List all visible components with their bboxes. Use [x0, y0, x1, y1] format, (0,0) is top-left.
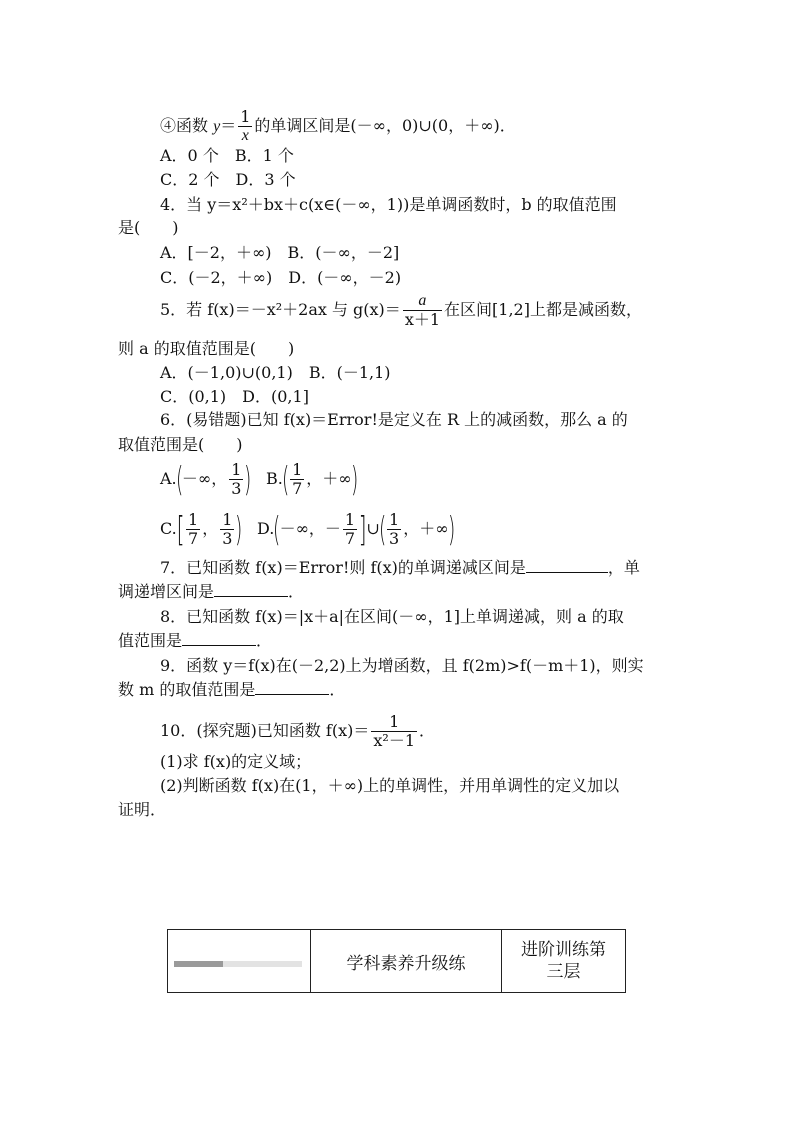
optC-label: C. — [160, 519, 177, 538]
optB-label: B. — [265, 469, 283, 488]
q4-options-ab: A．[－2，＋∞) B．(－∞，－2] — [160, 243, 400, 262]
q7-line1 — [160, 558, 640, 578]
q8-line2 — [118, 631, 272, 651]
frac-den: x＋1 — [404, 310, 441, 329]
q4-line2: 是( ) — [118, 218, 179, 237]
left-bracket: [ — [176, 509, 185, 550]
section-banner-table — [167, 929, 626, 993]
item4-suffix: 的单调区间是(－∞，0)∪(0，＋∞)． — [254, 116, 516, 135]
right-paren: ) — [447, 509, 455, 550]
optC-fraction-1 — [186, 511, 200, 548]
optC-fraction-2 — [220, 511, 234, 548]
frac-num: 1 — [188, 510, 199, 529]
progress-fill — [174, 961, 223, 967]
right-paren: ) — [244, 459, 252, 500]
answer-blank[interactable] — [214, 582, 288, 597]
q5-suffix: 在区间[1,2]上都是减函数， — [444, 300, 642, 319]
q3-item4 — [160, 108, 516, 145]
frac-den: 3 — [222, 529, 233, 548]
answer-blank[interactable] — [182, 631, 256, 646]
q3-options-ab: A．0 个 B．1 个 — [160, 146, 294, 165]
optD-label: D. — [256, 519, 275, 538]
q6-options-cd: C.[ $\frac{1}{7}$ ， $\frac{1}{3}$ ) D.(－∞，－ $\frac{1}{7}$ ]∪( $\frac{1}{3}$ ，＋∞) — [160, 509, 455, 550]
q5-fraction — [403, 292, 442, 329]
frac-den: 3 — [231, 479, 242, 498]
q10-part2-line2: 证明． — [118, 800, 167, 819]
q5-options-ab: A．(－1,0)∪(0,1) B．(－1,1) — [160, 363, 391, 382]
left-paren: ( — [378, 509, 387, 550]
left-paren: ( — [281, 459, 290, 500]
q5-line2: 则 a 的取值范围是( ) — [118, 339, 295, 358]
optA-label: A. — [160, 469, 177, 488]
q10-line1 — [160, 713, 435, 750]
optD-left: －∞，－ — [279, 519, 341, 538]
left-paren: ( — [273, 509, 281, 550]
frac-num: 1 — [231, 460, 242, 479]
progress-bar — [174, 961, 302, 967]
q10-suffix: ． — [419, 721, 436, 740]
q6-line1: 6．(易错题)已知 f(x)＝Error!是定义在 R 上的减函数，那么 a 的 — [160, 410, 628, 429]
optD-right: ，＋∞ — [403, 519, 449, 538]
optD-fraction-1 — [343, 511, 357, 548]
frac-num: 1 — [240, 107, 251, 126]
frac-den: x — [241, 127, 249, 144]
optA-fraction — [229, 461, 243, 498]
q9-text-a: 数 m 的取值范围是 — [118, 680, 256, 699]
q10-prefix: 10．(探究题)已知函数 f(x)＝ — [160, 721, 370, 740]
item4-prefix: ④函数 — [160, 116, 214, 135]
q3-options-cd: C．2 个 D．3 个 — [160, 170, 296, 189]
banner-right-line1: 进阶训练第 — [521, 940, 607, 960]
q8-text-b: ． — [256, 631, 273, 650]
frac-num: 1 — [222, 510, 233, 529]
frac-num: 1 — [389, 510, 400, 529]
q9-text-b: ． — [329, 680, 346, 699]
frac-num: 1 — [292, 460, 303, 479]
banner-center-cell: 学科素养升级练 — [310, 930, 501, 993]
q4-options-cd: C．(－2，＋∞) D．(－∞，－2) — [160, 268, 402, 287]
q9-line2 — [118, 680, 345, 700]
frac-den: 7 — [188, 529, 199, 548]
item4-y: y — [213, 118, 221, 135]
right-bracket: ] — [358, 509, 367, 550]
right-paren: ) — [235, 509, 243, 550]
frac-num: 1 — [344, 510, 356, 529]
frac-den: 7 — [292, 479, 303, 498]
optB-right: ，＋∞ — [306, 469, 352, 488]
q5-options-cd: C．(0,1) D．(0,1] — [160, 387, 309, 406]
frac-den: x²－1 — [373, 731, 415, 750]
union-symbol: ∪ — [366, 519, 380, 538]
q7-text-a: 7．已知函数 f(x)＝Error!则 f(x)的单调递减区间是 — [160, 558, 526, 577]
q6-options-ab — [160, 461, 357, 498]
optB-fraction — [290, 461, 304, 498]
optD-fraction-2 — [387, 511, 401, 548]
right-paren: ) — [350, 459, 358, 500]
q9-line1: 9．函数 y＝f(x)在(－2,2)上为增函数，且 f(2m)>f(－m＋1)，则实 — [160, 656, 644, 675]
q10-fraction — [371, 713, 417, 750]
answer-blank[interactable] — [526, 558, 608, 573]
q7-text-b: ，单 — [607, 558, 640, 577]
q4-line1: 4．当 y＝x²＋bx＋c(x∈(－∞，1))是单调函数时，b 的取值范围 — [160, 195, 617, 214]
optA-left: －∞， — [181, 469, 228, 488]
q7-text-c: 调递增区间是 — [118, 582, 215, 601]
q7-text-d: ． — [288, 582, 305, 601]
q10-part2-line1: (2)判断函数 f(x)在(1，＋∞)上的单调性，并用单调性的定义加以 — [160, 776, 620, 795]
frac-num: 1 — [371, 713, 417, 732]
left-paren: ( — [175, 459, 183, 500]
frac-num: a — [403, 292, 442, 311]
item4-eq: ＝ — [220, 116, 237, 135]
q5-line1 — [160, 292, 642, 329]
q8-text-a: 值范围是 — [118, 631, 183, 650]
q7-line2 — [118, 582, 304, 602]
banner-right-line2: 三层 — [546, 962, 581, 982]
q6-line2: 取值范围是( ) — [118, 435, 243, 454]
frac-den: 3 — [389, 529, 400, 548]
frac-den: 7 — [344, 529, 356, 548]
q5-prefix: 5．若 f(x)＝－x²＋2ax 与 g(x)＝ — [160, 300, 401, 319]
banner-image-cell — [168, 930, 311, 993]
q8-line1: 8．已知函数 f(x)＝|x＋a|在区间(－∞，1]上单调递减，则 a 的取 — [160, 607, 624, 626]
banner-right-cell — [502, 930, 626, 993]
item4-fraction — [238, 108, 252, 145]
answer-blank[interactable] — [255, 680, 329, 695]
q10-part1: (1)求 f(x)的定义域； — [160, 752, 312, 771]
